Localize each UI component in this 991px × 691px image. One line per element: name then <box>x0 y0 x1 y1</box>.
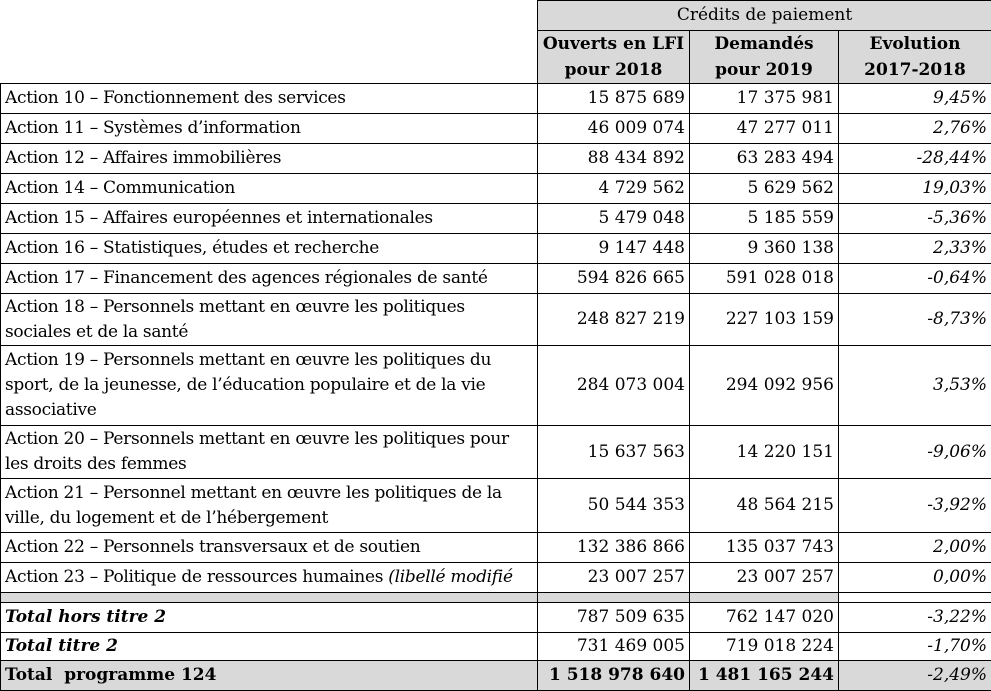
total-lfi: 731 469 005 <box>538 633 690 661</box>
header-demandes: Demandés pour 2019 <box>690 31 839 84</box>
lfi-value: 248 827 219 <box>538 294 690 346</box>
total-label: Total titre 2 <box>1 633 538 661</box>
total-evolution: -1,70% <box>839 633 991 661</box>
demandes-value: 9 360 138 <box>690 234 839 264</box>
table-row <box>1 114 991 144</box>
table-row <box>1 346 991 426</box>
action-label-text: Action 21 – Personnel mettant en œuvre les politiques de la ville, du logement et de l’hébergement <box>5 483 502 528</box>
action-label-text: Action 20 – Personnels mettant en œuvre les politiques pour les droits des femmes <box>5 429 509 474</box>
action-label <box>1 533 538 563</box>
separator-cell <box>839 593 991 603</box>
action-label-text: Action 14 – Communication <box>5 178 235 198</box>
evolution-value: 19,03% <box>839 174 991 204</box>
action-label-text: Action 19 – Personnels mettant en œuvre les politiques du sport, de la jeunesse, de l’éducation populaire et de la vie associative <box>5 350 491 420</box>
table-row <box>1 84 991 114</box>
header-evolution: Evolution 2017-2018 <box>839 31 991 84</box>
total-row <box>1 603 991 633</box>
header-blank <box>1 1 538 84</box>
evolution-value: -5,36% <box>839 204 991 234</box>
total-label: Total programme 124 <box>1 661 538 691</box>
table-row <box>1 204 991 234</box>
table-row <box>1 234 991 264</box>
label-note: (libellé modifié <box>388 567 512 587</box>
lfi-value: 50 544 353 <box>538 479 690 533</box>
lfi-value: 15 875 689 <box>538 84 690 114</box>
grand-total-row <box>1 661 991 691</box>
lfi-value: 594 826 665 <box>538 264 690 294</box>
demandes-value: 17 375 981 <box>690 84 839 114</box>
action-label-text: Action 16 – Statistiques, études et recherche <box>5 238 379 258</box>
table-row <box>1 426 991 479</box>
demandes-value: 47 277 011 <box>690 114 839 144</box>
evolution-value: -28,44% <box>839 144 991 174</box>
lfi-value: 15 637 563 <box>538 426 690 479</box>
demandes-value: 294 092 956 <box>690 346 839 426</box>
table-row <box>1 533 991 563</box>
evolution-value: 9,45% <box>839 84 991 114</box>
lfi-value: 284 073 004 <box>538 346 690 426</box>
lfi-value: 23 007 257 <box>538 563 690 593</box>
demandes-value: 5 629 562 <box>690 174 839 204</box>
lfi-value: 9 147 448 <box>538 234 690 264</box>
evolution-value: 2,76% <box>839 114 991 144</box>
demandes-value: 23 007 257 <box>690 563 839 593</box>
separator-cell <box>690 593 839 603</box>
action-label-text: Action 15 – Affaires européennes et internationales <box>5 208 433 228</box>
header-group: Crédits de paiement <box>538 1 991 31</box>
action-label <box>1 294 538 346</box>
demandes-value: 14 220 151 <box>690 426 839 479</box>
action-label-text: Action 18 – Personnels mettant en œuvre les politiques sociales et de la santé <box>5 297 465 342</box>
table-row <box>1 294 991 346</box>
evolution-value: -3,92% <box>839 479 991 533</box>
evolution-value: 2,33% <box>839 234 991 264</box>
demandes-value: 48 564 215 <box>690 479 839 533</box>
separator-cell <box>538 593 690 603</box>
evolution-value: 2,00% <box>839 533 991 563</box>
separator-cell <box>1 593 538 603</box>
action-label <box>1 84 538 114</box>
table-row <box>1 264 991 294</box>
lfi-value: 46 009 074 <box>538 114 690 144</box>
action-label <box>1 426 538 479</box>
action-label <box>1 204 538 234</box>
evolution-value: 0,00% <box>839 563 991 593</box>
demandes-value: 63 283 494 <box>690 144 839 174</box>
total-demandes: 719 018 224 <box>690 633 839 661</box>
total-label: Total hors titre 2 <box>1 603 538 633</box>
total-demandes: 762 147 020 <box>690 603 839 633</box>
total-lfi: 1 518 978 640 <box>538 661 690 691</box>
header-lfi: Ouverts en LFI pour 2018 <box>538 31 690 84</box>
action-label <box>1 346 538 426</box>
evolution-value: -9,06% <box>839 426 991 479</box>
demandes-value: 5 185 559 <box>690 204 839 234</box>
evolution-value: -8,73% <box>839 294 991 346</box>
total-lfi: 787 509 635 <box>538 603 690 633</box>
action-label <box>1 264 538 294</box>
action-label <box>1 144 538 174</box>
demandes-value: 135 037 743 <box>690 533 839 563</box>
demandes-value: 591 028 018 <box>690 264 839 294</box>
action-label-text: Action 23 – Politique de ressources humaines <box>5 567 388 587</box>
total-row <box>1 633 991 661</box>
total-evolution: -2,49% <box>839 661 991 691</box>
action-label <box>1 234 538 264</box>
action-label <box>1 174 538 204</box>
demandes-value: 227 103 159 <box>690 294 839 346</box>
action-label <box>1 114 538 144</box>
evolution-value: 3,53% <box>839 346 991 426</box>
lfi-value: 88 434 892 <box>538 144 690 174</box>
lfi-value: 132 386 866 <box>538 533 690 563</box>
total-demandes: 1 481 165 244 <box>690 661 839 691</box>
separator-row <box>1 593 991 603</box>
action-label <box>1 479 538 533</box>
table-row <box>1 479 991 533</box>
lfi-value: 5 479 048 <box>538 204 690 234</box>
action-label-text: Action 10 – Fonctionnement des services <box>5 88 346 108</box>
action-label-text: Action 17 – Financement des agences régionales de santé <box>5 268 488 288</box>
action-label-text: Action 11 – Systèmes d’information <box>5 118 301 138</box>
action-label-text: Action 12 – Affaires immobilières <box>5 148 281 168</box>
total-evolution: -3,22% <box>839 603 991 633</box>
evolution-value: -0,64% <box>839 264 991 294</box>
action-label <box>1 563 538 593</box>
action-label-text: Action 22 – Personnels transversaux et de soutien <box>5 537 420 557</box>
lfi-value: 4 729 562 <box>538 174 690 204</box>
table-row <box>1 144 991 174</box>
table-row <box>1 563 991 593</box>
table-row <box>1 174 991 204</box>
